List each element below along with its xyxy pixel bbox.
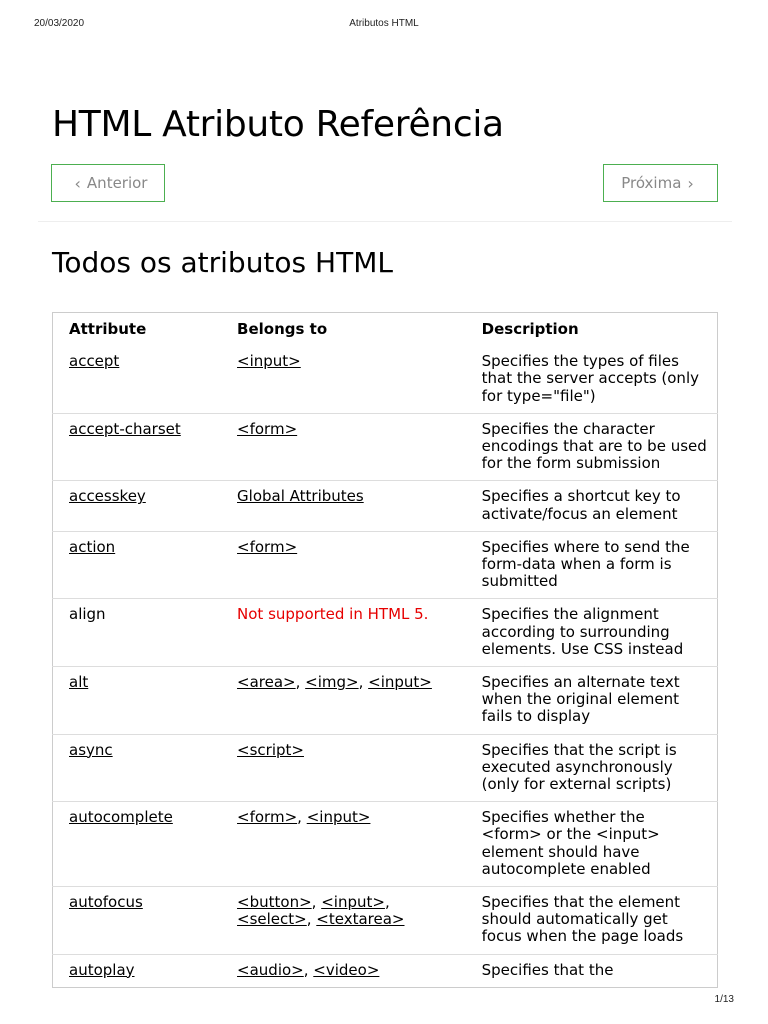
attribute-cell (53, 346, 222, 413)
description-cell: Specifies that the element should automatically get focus when the page loads (481, 893, 684, 946)
belongs-to-cell (221, 413, 474, 481)
element-link[interactable]: <select> (237, 910, 307, 929)
not-supported-text: Not supported in HTML 5. (237, 605, 429, 624)
next-button[interactable] (603, 164, 718, 202)
table-row (53, 734, 718, 802)
table-row (53, 481, 718, 531)
attribute-link[interactable]: action (69, 537, 116, 556)
header-description: Description (481, 320, 579, 338)
element-link[interactable]: <form> (237, 537, 298, 556)
belongs-to-cell (221, 887, 474, 955)
attribute-link[interactable]: accept (69, 352, 120, 371)
element-link[interactable]: <input> (321, 893, 385, 912)
attribute-cell (53, 954, 222, 987)
description-cell: Specifies an alternate text when the original element fails to display (481, 673, 680, 726)
table-header-row (53, 313, 718, 347)
description-cell: Specifies the character encodings that are to be used for the form submission (481, 419, 707, 473)
element-link[interactable]: <form> (237, 808, 298, 827)
belongs-to-cell (221, 734, 474, 802)
separator: , (297, 808, 307, 827)
attribute-link[interactable]: autocomplete (69, 808, 173, 827)
element-link[interactable]: <input> (306, 808, 371, 827)
belongs-to-cell (221, 346, 474, 413)
print-title: Atributos HTML (349, 18, 419, 29)
belongs-to-cell (221, 599, 474, 667)
attribute-link[interactable]: accesskey (69, 487, 146, 506)
previous-label: Anterior (86, 174, 148, 192)
previous-button[interactable] (51, 164, 165, 202)
element-link[interactable]: Global Attributes (237, 487, 364, 506)
attribute-link[interactable]: alt (69, 673, 89, 692)
description-cell: Specifies that the (481, 960, 614, 979)
attribute-cell (53, 667, 222, 735)
description-cell: Specifies that the script is executed asynchronously (only for external scripts) (481, 740, 677, 794)
header-belongs-to: Belongs to (237, 320, 328, 338)
attribute-name: align (69, 605, 106, 624)
element-link[interactable]: <audio> (237, 960, 304, 979)
attribute-cell (53, 531, 222, 599)
attribute-cell (53, 481, 222, 531)
belongs-to-cell (221, 667, 474, 735)
belongs-to-cell (221, 802, 474, 887)
header-attribute: Attribute (69, 320, 147, 338)
attribute-cell (53, 599, 222, 667)
belongs-to-cell (221, 531, 474, 599)
divider (38, 221, 732, 222)
description-cell: Specifies whether the <form> or the <input> element should have autocomplete enabled (481, 808, 660, 878)
element-link[interactable]: <textarea> (316, 910, 405, 929)
separator: , (295, 673, 306, 692)
page-title: HTML Atributo Referência (52, 104, 504, 145)
print-date: 20/03/2020 (34, 18, 85, 29)
table-row (53, 346, 718, 413)
element-link[interactable]: <button> (237, 893, 312, 912)
table-row (53, 413, 718, 481)
attribute-cell (53, 802, 222, 887)
element-link[interactable]: <input> (368, 673, 432, 692)
separator: , (384, 893, 390, 912)
description-cell: Specifies a shortcut key to activate/focus an element (481, 487, 681, 523)
table-row (53, 954, 718, 987)
table-row (53, 599, 718, 667)
element-link[interactable]: <video> (313, 960, 380, 979)
attribute-link[interactable]: autofocus (69, 893, 143, 912)
separator: , (303, 960, 314, 979)
separator: , (358, 673, 369, 692)
section-title: Todos os atributos HTML (52, 246, 393, 279)
table-row (53, 531, 718, 599)
belongs-to-cell (221, 954, 474, 987)
table-row (53, 802, 718, 887)
element-link[interactable]: <img> (305, 673, 359, 692)
attribute-cell (53, 413, 222, 481)
element-link[interactable]: <form> (237, 419, 298, 438)
belongs-to-cell (221, 481, 474, 531)
separator: , (311, 893, 322, 912)
description-cell: Specifies the alignment according to surrounding elements. Use CSS instead (481, 605, 684, 658)
attributes-table (52, 312, 718, 988)
page-number: 1/13 (714, 994, 734, 1005)
table-row (53, 667, 718, 735)
chevron-right-icon: › (687, 173, 694, 193)
description-cell: Specifies where to send the form-data when a form is submitted (481, 537, 690, 591)
description-cell: Specifies the types of files that the server accepts (only for type="file") (481, 352, 699, 405)
element-link[interactable]: <input> (237, 352, 301, 371)
next-label: Próxima (621, 174, 682, 192)
attribute-cell (53, 734, 222, 802)
table-row (53, 887, 718, 955)
separator: , (306, 910, 317, 929)
attribute-link[interactable]: autoplay (69, 960, 135, 979)
attribute-link[interactable]: async (69, 740, 113, 759)
attribute-cell (53, 887, 222, 955)
chevron-left-icon: ‹ (74, 173, 81, 193)
element-link[interactable]: <area> (237, 673, 296, 692)
element-link[interactable]: <script> (237, 740, 304, 759)
attribute-link[interactable]: accept-charset (69, 419, 181, 438)
